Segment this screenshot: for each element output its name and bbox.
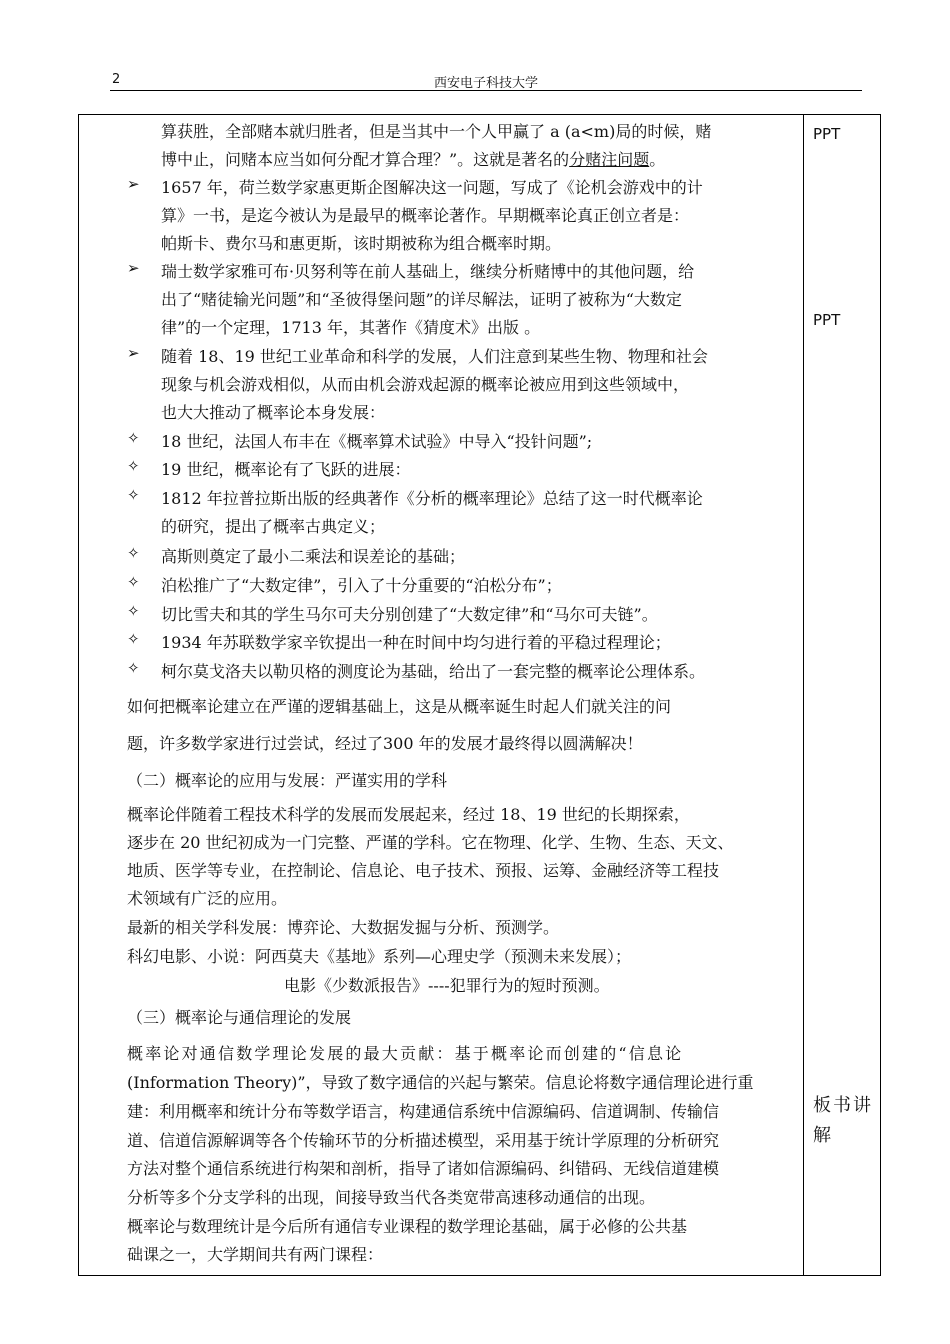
diamond-text: 的研究，提出了概率古典定义； — [161, 517, 386, 536]
diamond-text: 高斯则奠定了最小二乘法和误差论的基础； — [161, 547, 466, 566]
arrow-bullet-icon: ➢ — [127, 259, 140, 277]
arrow-item — [127, 344, 797, 428]
intro-line-1: 算获胜，全部赌本就归胜者，但是当其中一个人甲赢了 a (a<m)局的时候，赌 — [161, 122, 712, 141]
diamond-text: 1812 年拉普拉斯出版的经典著作《分析的概率理论》总结了这一时代概率论 — [161, 489, 703, 508]
arrow-text: 1657 年，荷兰数学家惠更斯企图解决这一问题，写成了《论机会游戏中的计 — [161, 178, 703, 197]
arrow-text: 律”的一个定理，1713 年，其著作《猜度术》出版 。 — [161, 318, 541, 337]
paragraph-line: 分析等多个分支学科的出现，间接导致当代各类宽带高速移动通信的出现。 — [127, 1188, 656, 1207]
paragraph-line: 概率论与数理统计是今后所有通信专业课程的数学理论基础，属于必修的公共基 — [127, 1217, 688, 1236]
diamond-text: 19 世纪，概率论有了飞跃的进展： — [161, 460, 411, 479]
paragraph-line: (Information Theory)”，导致了数字通信的兴起与繁荣。信息论将数字通信理论进行重 — [127, 1073, 754, 1092]
intro-end: 。 — [649, 150, 666, 169]
arrow-item — [127, 175, 797, 259]
section-heading: （三）概率论与通信理论的发展 — [127, 1008, 352, 1027]
intro-text: 博中止，问赌本应当如何分配才算合理？”。这就是著名的 — [161, 150, 570, 169]
paragraph-line: 科幻电影、小说：阿西莫夫《基地》系列—心理史学（预测未来发展）； — [127, 947, 632, 966]
paragraph-line: 逐步在 20 世纪初成为一门完整、严谨的学科。它在物理、化学、生物、生态、天文、 — [127, 833, 734, 852]
intro-line-2 — [161, 147, 665, 170]
arrow-text: 瑞士数学家雅可布·贝努利等在前人基础上，继续分析赌博中的其他问题，给 — [161, 262, 695, 281]
diamond-bullet-icon: ✧ — [127, 429, 140, 447]
column-divider — [803, 115, 804, 1275]
page-number: 2 — [112, 72, 121, 87]
diamond-text: 1934 年苏联数学家辛钦提出一种在时间中均匀进行着的平稳过程理论； — [161, 633, 671, 652]
arrow-bullet-icon: ➢ — [127, 175, 140, 193]
arrow-text: 现象与机会游戏相似，从而由机会游戏起源的概率论被应用到这些领域中， — [161, 375, 690, 394]
paragraph-line: 题，许多数学家进行过尝试，经过了300 年的发展才最终得以圆满解决！ — [127, 734, 643, 753]
arrow-text: 随着 18、19 世纪工业革命和科学的发展，人们注意到某些生物、物理和社会 — [161, 347, 708, 366]
arrow-bullet-icon: ➢ — [127, 344, 140, 362]
diamond-bullet-icon: ✧ — [127, 659, 140, 677]
section-heading: （二）概率论的应用与发展：严谨实用的学科 — [127, 771, 448, 790]
diamond-bullet-icon: ✧ — [127, 602, 140, 620]
paragraph-line: 如何把概率论建立在严谨的逻辑基础上，这是从概率诞生时起人们就关注的问 — [127, 697, 672, 716]
arrow-text: 帕斯卡、费尔马和惠更斯，该时期被称为组合概率时期。 — [161, 234, 562, 253]
diamond-text: 柯尔莫戈洛夫以勒贝格的测度论为基础，给出了一套完整的概率论公理体系。 — [161, 662, 706, 681]
paragraph-line: 电影《少数派报告》----犯罪行为的短时预测。 — [284, 976, 610, 995]
diamond-text: 泊松推广了“大数定律”，引入了十分重要的“泊松分布”； — [161, 576, 562, 595]
diamond-text: 切比雪夫和其的学生马尔可夫分别创建了“大数定律”和“马尔可夫链”。 — [161, 605, 658, 624]
diamond-bullet-icon: ✧ — [127, 544, 140, 562]
blackboard-note-line: 解 — [813, 1125, 833, 1146]
diamond-bullet-icon: ✧ — [127, 630, 140, 648]
diamond-text: 18 世纪，法国人布丰在《概率算术试验》中导入“投针问题”; — [161, 432, 593, 451]
diamond-bullet-icon: ✧ — [127, 457, 140, 475]
diamond-bullet-icon: ✧ — [127, 486, 140, 504]
arrow-text: 算》一书，是迄今被认为是最早的概率论著作。早期概率论真正创立者是： — [161, 206, 690, 225]
paragraph-line: 地质、医学等专业，在控制论、信息论、电子技术、预报、运筹、金融经济等工程技 — [127, 861, 720, 880]
paragraph-line: 概率论伴随着工程技术科学的发展而发展起来，经过 18、19 世纪的长期探索， — [127, 805, 690, 824]
key-term-gambling-problem: 分赌注问题 — [569, 150, 650, 169]
arrow-item — [127, 259, 797, 343]
header-title: 西安电子科技大学 — [433, 76, 538, 91]
lesson-table — [78, 114, 881, 1276]
blackboard-note — [813, 1091, 879, 1151]
diamond-bullet-icon: ✧ — [127, 573, 140, 591]
paragraph-line: 术领域有广泛的应用。 — [127, 889, 288, 908]
paragraph-line: 最新的相关学科发展：博弈论、大数据发掘与分析、预测学。 — [127, 918, 560, 937]
ppt-note: PPT — [813, 125, 841, 143]
ppt-note: PPT — [813, 311, 841, 329]
arrow-text: 也大大推动了概率论本身发展： — [161, 403, 386, 422]
paragraph-line: 础课之一，大学期间共有两门课程： — [127, 1245, 384, 1264]
diamond-item — [127, 486, 797, 542]
blackboard-note-line: 板书讲 — [813, 1095, 873, 1116]
arrow-text: 出了“赌徒输光问题”和“圣彼得堡问题”的详尽解法，证明了被称为“大数定 — [161, 290, 682, 309]
paragraph-line: 概率论对通信数学理论发展的最大贡献：基于概率论而创建的“信息论 — [127, 1044, 684, 1063]
paragraph-line: 建：利用概率和统计分布等数学语言，构建通信系统中信源编码、信道调制、传输信 — [127, 1102, 720, 1121]
paragraph-line: 方法对整个通信系统进行构架和剖析，指导了诸如信源编码、纠错码、无线信道建模 — [127, 1159, 720, 1178]
paragraph-line: 道、信道信源解调等各个传输环节的分析描述模型，采用基于统计学原理的分析研究 — [127, 1131, 720, 1150]
page-header — [110, 70, 862, 91]
